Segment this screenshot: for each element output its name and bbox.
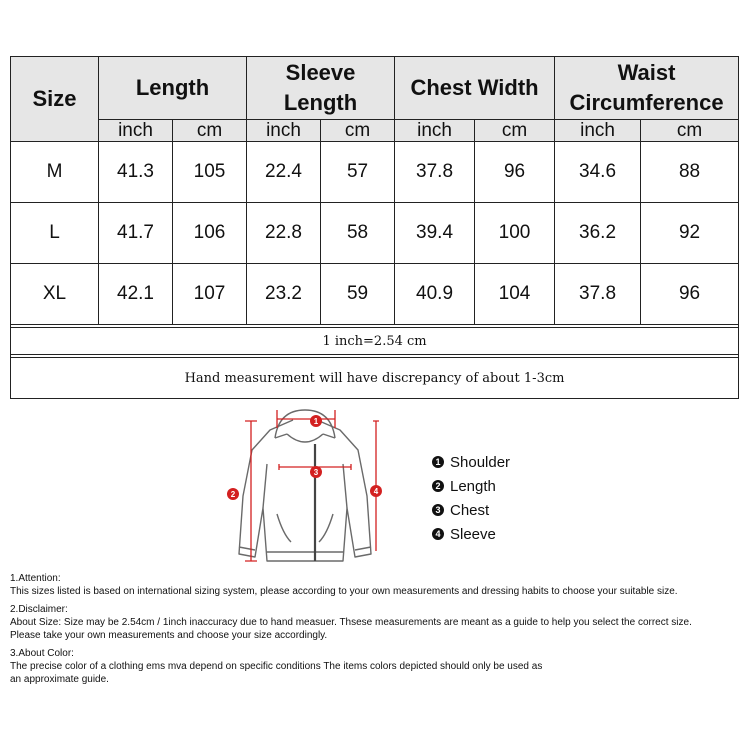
- marker-1: [310, 415, 322, 427]
- header-sleeve-line2: Length: [283, 90, 358, 115]
- value-cell: 22.8: [247, 203, 321, 264]
- size-cell: XL: [11, 264, 99, 325]
- legend-item-sleeve: [432, 522, 510, 546]
- table-row: [11, 203, 739, 264]
- value-cell: 92: [641, 203, 739, 264]
- legend-number: 4: [432, 528, 444, 540]
- legend-label: Length: [450, 477, 496, 495]
- value-cell: 39.4: [395, 203, 475, 264]
- note-line: This sizes listed is based on international sizing system, please according to your own measurements and dressing habits to choose your suitable size.: [10, 586, 678, 597]
- value-cell: 34.6: [555, 142, 641, 203]
- value-cell: 59: [321, 264, 395, 325]
- value-cell: 96: [641, 264, 739, 325]
- legend-label: Chest: [450, 501, 490, 519]
- unit-cell: cm: [321, 120, 395, 142]
- measurement-legend: [432, 450, 510, 546]
- value-cell: 106: [173, 203, 247, 264]
- legend-item-chest: [432, 498, 510, 522]
- note-title: 3.About Color:: [10, 648, 74, 659]
- conversion-row: [11, 328, 739, 355]
- size-cell: L: [11, 203, 99, 264]
- header-sleeve-line1: Sleeve: [285, 60, 356, 85]
- value-cell: 41.3: [99, 142, 173, 203]
- legend-number: 2: [432, 480, 444, 492]
- svg-text:1: 1: [313, 417, 319, 426]
- hoodie-outline: [239, 410, 371, 561]
- header-size: Size: [11, 57, 99, 142]
- legend-number: 1: [432, 456, 444, 468]
- unit-cell: inch: [247, 120, 321, 142]
- value-cell: 58: [321, 203, 395, 264]
- note-line: About Size: Size may be 2.54cm / 1inch inaccuracy due to hand measuer. Thsese measurements are meant as a guide to help you select the correct size.: [10, 617, 692, 628]
- value-cell: 37.8: [555, 264, 641, 325]
- value-cell: 105: [173, 142, 247, 203]
- legend-number: 3: [432, 504, 444, 516]
- value-cell: 88: [641, 142, 739, 203]
- note-line: Please take your own measurements and choose your size accordingly.: [10, 630, 328, 641]
- note-attention: [10, 572, 748, 598]
- table-row: [11, 142, 739, 203]
- value-cell: 37.8: [395, 142, 475, 203]
- value-cell: 96: [475, 142, 555, 203]
- unit-row: [11, 120, 739, 142]
- value-cell: 40.9: [395, 264, 475, 325]
- value-cell: 100: [475, 203, 555, 264]
- note-about-color: [10, 647, 748, 686]
- header-row: [11, 57, 739, 120]
- header-waist-line1: Waist: [617, 60, 676, 85]
- discrepancy-note: Hand measurement will have discrepancy of about 1-3cm: [11, 358, 739, 399]
- notes-section: [10, 572, 748, 691]
- value-cell: 104: [475, 264, 555, 325]
- header-waist-line2: Circumference: [569, 90, 724, 115]
- discrepancy-row: [11, 358, 739, 399]
- value-cell: 22.4: [247, 142, 321, 203]
- table-row: [11, 264, 739, 325]
- legend-item-length: [432, 474, 510, 498]
- legend-label: Sleeve: [450, 525, 496, 543]
- value-cell: 41.7: [99, 203, 173, 264]
- svg-text:3: 3: [313, 468, 319, 477]
- note-title: 1.Attention:: [10, 573, 61, 584]
- marker-3: [310, 466, 322, 478]
- marker-2: [227, 488, 239, 500]
- header-waist-circumference: [555, 57, 739, 120]
- unit-cell: inch: [99, 120, 173, 142]
- conversion-note: 1 inch=2.54 cm: [11, 328, 739, 355]
- hoodie-measurement-diagram: [215, 404, 390, 572]
- value-cell: 57: [321, 142, 395, 203]
- size-chart-table: [10, 56, 739, 399]
- unit-cell: cm: [173, 120, 247, 142]
- value-cell: 36.2: [555, 203, 641, 264]
- note-line: The precise color of a clothing ems mva depend on specific conditions The items colors depicted should only be used as: [10, 661, 543, 672]
- unit-cell: cm: [475, 120, 555, 142]
- legend-label: Shoulder: [450, 453, 511, 471]
- size-cell: M: [11, 142, 99, 203]
- header-chest-width: Chest Width: [395, 57, 555, 120]
- unit-cell: inch: [395, 120, 475, 142]
- legend-item-shoulder: [432, 450, 510, 474]
- header-length: Length: [99, 57, 247, 120]
- unit-cell: inch: [555, 120, 641, 142]
- value-cell: 42.1: [99, 264, 173, 325]
- header-sleeve-length: [247, 57, 395, 120]
- value-cell: 23.2: [247, 264, 321, 325]
- unit-cell: cm: [641, 120, 739, 142]
- svg-text:2: 2: [230, 490, 236, 499]
- note-disclaimer: [10, 603, 748, 642]
- note-line: an approximate guide.: [10, 674, 109, 685]
- marker-4: [370, 485, 382, 497]
- note-title: 2.Disclaimer:: [10, 604, 68, 615]
- svg-text:4: 4: [373, 487, 379, 496]
- value-cell: 107: [173, 264, 247, 325]
